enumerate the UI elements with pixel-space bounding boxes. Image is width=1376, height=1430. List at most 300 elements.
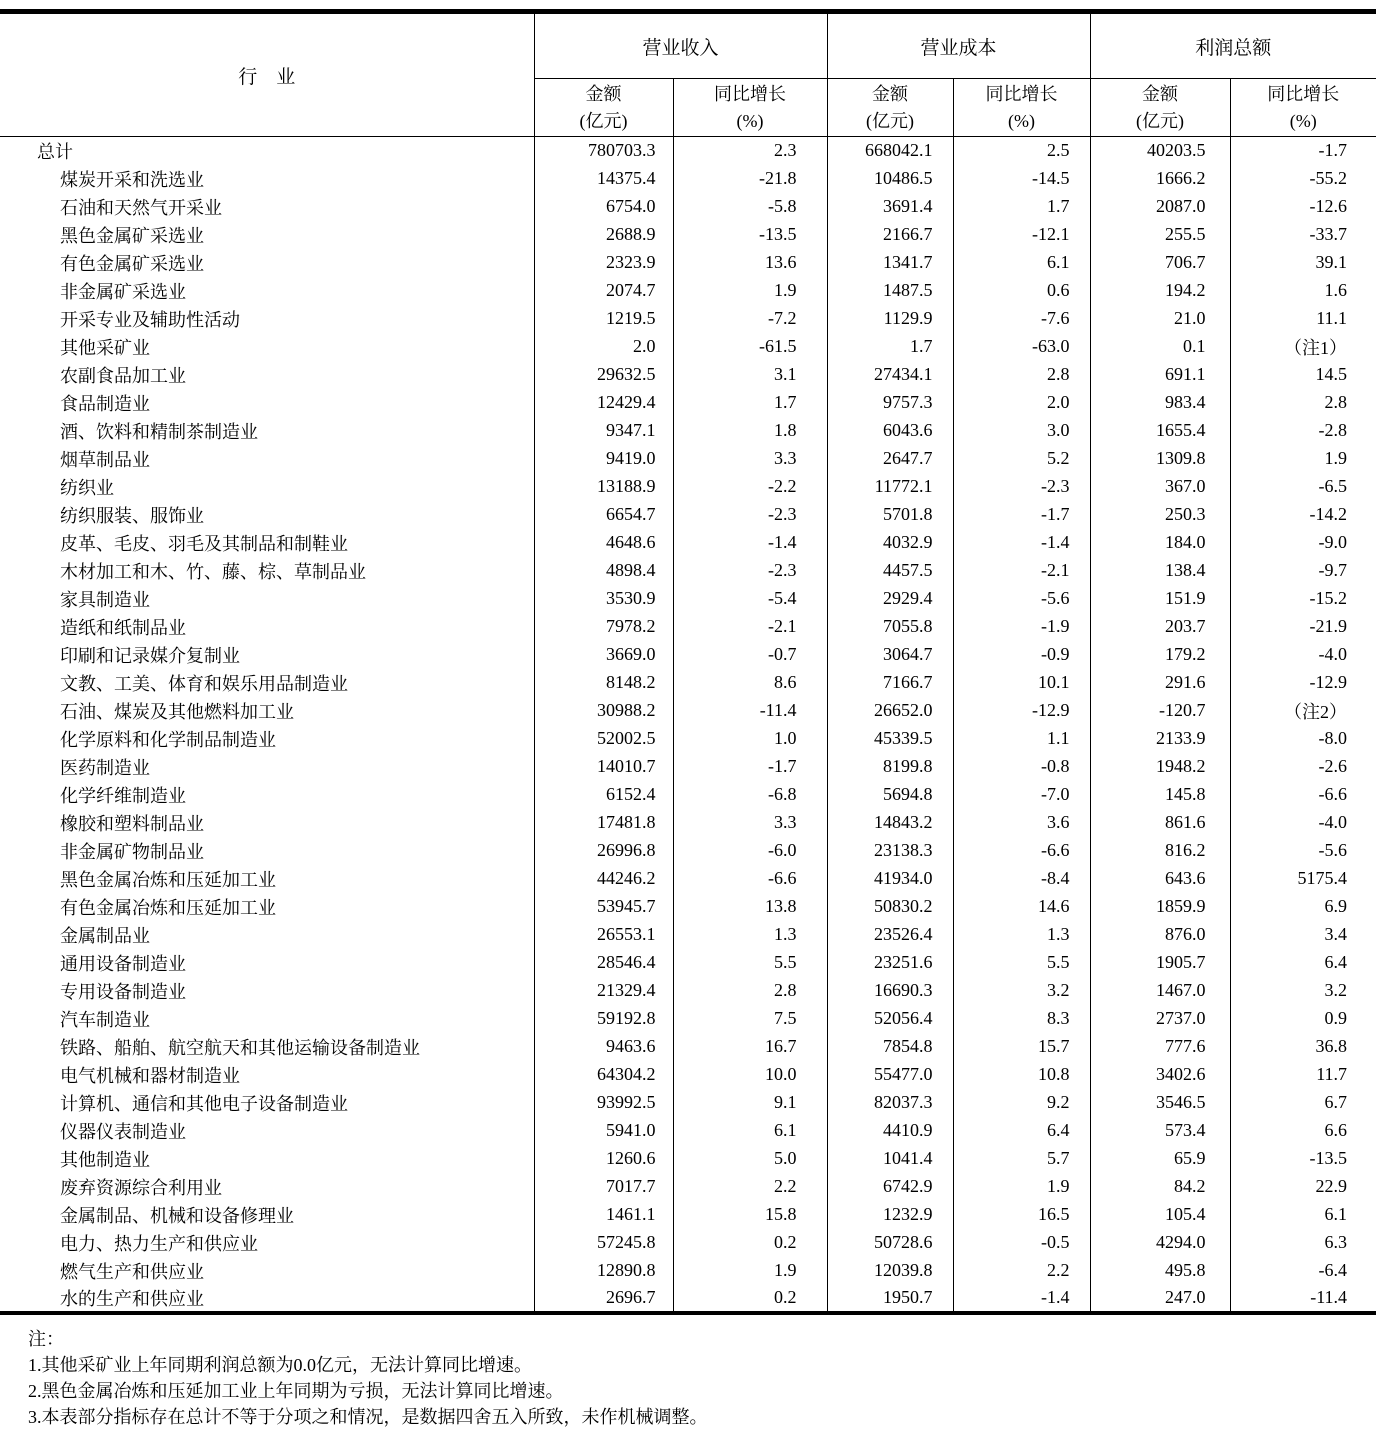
value-cell: -1.4 [673,529,827,557]
value-cell: -13.5 [673,221,827,249]
value-cell: 4410.9 [827,1117,953,1145]
industry-name-cell: 专用设备制造业 [0,977,534,1005]
value-cell: -6.5 [1318,476,1348,496]
table-row [0,1033,1376,1061]
value-cell: 2.2 [673,1173,827,1201]
table-row [0,417,1376,445]
industry-name-cell: 医药制造业 [0,753,534,781]
value-cell: 4457.5 [827,557,953,585]
value-cell: 59192.8 [534,1005,673,1033]
sub-header-growth-3: 同比增长 (%) [1230,79,1376,137]
value-cell: -7.6 [953,305,1090,333]
table-row [0,613,1376,641]
value-cell: -4.0 [1318,644,1348,664]
value-cell: 3064.7 [827,641,953,669]
value-cell: -6.4 [1318,1260,1348,1280]
value-cell: 6.1 [1324,1204,1348,1224]
value-cell: -61.5 [673,333,827,361]
value-cell: 8.3 [953,1005,1090,1033]
value-cell: -5.4 [673,585,827,613]
value-cell: -2.1 [673,613,827,641]
value-cell: 6.1 [953,249,1090,277]
value-cell: 4294.0 [1090,1229,1230,1257]
group-header-3: 利润总额 [1090,12,1376,79]
value-cell: 0.2 [673,1229,827,1257]
value-cell: 13.8 [673,893,827,921]
value-cell: 12890.8 [534,1257,673,1285]
industry-name-cell: 开采专业及辅助性活动 [0,305,534,333]
value-cell: 6.6 [1324,1120,1348,1140]
value-cell: 93992.5 [534,1089,673,1117]
industry-name-cell: 黑色金属冶炼和压延加工业 [0,865,534,893]
sub-header-amount-1: 金额 (亿元) [534,79,673,137]
table-row [0,753,1376,781]
value-cell: 291.6 [1090,669,1230,697]
value-cell: 40203.5 [1090,137,1230,165]
table-row [0,1285,1376,1313]
value-cell: -12.9 [1309,672,1348,692]
table-row [0,473,1376,501]
value-cell: 1.9 [1324,448,1348,468]
value-cell: 50728.6 [827,1229,953,1257]
value-cell: 16690.3 [827,977,953,1005]
value-cell: -33.7 [1309,224,1348,244]
table-row [0,865,1376,893]
value-cell: -2.3 [673,501,827,529]
value-cell: -21.9 [1309,616,1348,636]
value-cell: 8148.2 [534,669,673,697]
value-cell: 5.2 [953,445,1090,473]
industry-name-cell: 通用设备制造业 [0,949,534,977]
value-cell: 145.8 [1090,781,1230,809]
value-cell: 861.6 [1090,809,1230,837]
value-cell: 28546.4 [534,949,673,977]
value-cell: 7017.7 [534,1173,673,1201]
value-cell: -7.2 [673,305,827,333]
value-cell: 52002.5 [534,725,673,753]
value-cell: 3546.5 [1090,1089,1230,1117]
table-body [0,137,1376,1313]
value-cell: 1950.7 [827,1285,953,1313]
value-cell: 1.7 [673,389,827,417]
notes-section [0,1315,1376,1430]
value-cell: 0.2 [673,1285,827,1313]
group-header-2: 营业成本 [827,12,1090,79]
value-cell: 9463.6 [534,1033,673,1061]
table-row [0,1229,1376,1257]
table-row [0,893,1376,921]
value-cell: 3.0 [953,417,1090,445]
value-cell: 179.2 [1090,641,1230,669]
value-cell: 3.6 [953,809,1090,837]
industry-name-cell: 食品制造业 [0,389,534,417]
industry-name-cell: 化学原料和化学制品制造业 [0,725,534,753]
table-row [0,389,1376,417]
value-cell: 14010.7 [534,753,673,781]
value-cell: 0.6 [953,277,1090,305]
table-row [0,277,1376,305]
value-cell: -8.4 [953,865,1090,893]
industry-finance-table [0,9,1376,1315]
value-cell: -8.0 [1318,728,1348,748]
value-cell: 52056.4 [827,1005,953,1033]
value-cell: 64304.2 [534,1061,673,1089]
table-row [0,165,1376,193]
value-cell: 2688.9 [534,221,673,249]
value-cell: 983.4 [1090,389,1230,417]
value-cell: 57245.8 [534,1229,673,1257]
value-cell: 691.1 [1090,361,1230,389]
industry-name-cell: 其他制造业 [0,1145,534,1173]
value-cell: 1.0 [673,725,827,753]
table-row [0,725,1376,753]
value-cell: -2.2 [673,473,827,501]
table-row [0,193,1376,221]
table-row [0,305,1376,333]
value-cell: 53945.7 [534,893,673,921]
value-cell: 55477.0 [827,1061,953,1089]
value-cell: -6.6 [673,865,827,893]
value-cell: 3691.4 [827,193,953,221]
value-cell: 30988.2 [534,697,673,725]
value-cell: 495.8 [1090,1257,1230,1285]
value-cell: 2.0 [534,333,673,361]
value-cell: 706.7 [1090,249,1230,277]
industry-name-cell: 皮革、毛皮、羽毛及其制品和制鞋业 [0,529,534,557]
value-cell: 26553.1 [534,921,673,949]
table-row [0,1005,1376,1033]
table-row [0,501,1376,529]
value-cell: 14843.2 [827,809,953,837]
value-cell: 10.1 [953,669,1090,697]
industry-name-cell: 家具制造业 [0,585,534,613]
table-row [0,137,1376,165]
value-cell: 4648.6 [534,529,673,557]
value-cell: （注1） [1284,337,1348,358]
value-cell: 9.1 [673,1089,827,1117]
group-header-1: 营业收入 [534,12,827,79]
table-row [0,361,1376,389]
value-cell: 1655.4 [1090,417,1230,445]
value-cell: 6.1 [673,1117,827,1145]
value-cell: 9757.3 [827,389,953,417]
industry-name-cell: 总计 [0,137,534,165]
value-cell: -2.3 [953,473,1090,501]
value-cell: -2.8 [1318,420,1348,440]
value-cell: 3530.9 [534,585,673,613]
value-cell: 573.4 [1090,1117,1230,1145]
value-cell: 82037.3 [827,1089,953,1117]
value-cell: 6152.4 [534,781,673,809]
value-cell: 2.8 [953,361,1090,389]
value-cell: 3.2 [1324,980,1348,1000]
value-cell: 6.4 [953,1117,1090,1145]
value-cell: 17481.8 [534,809,673,837]
value-cell: 50830.2 [827,893,953,921]
value-cell: -12.1 [953,221,1090,249]
value-cell: 1905.7 [1090,949,1230,977]
value-cell: 1467.0 [1090,977,1230,1005]
industry-name-cell: 计算机、通信和其他电子设备制造业 [0,1089,534,1117]
table-row [0,669,1376,697]
value-cell: 39.1 [1315,252,1348,272]
table-row [0,781,1376,809]
value-cell: 2.5 [953,137,1090,165]
value-cell: -15.2 [1309,588,1348,608]
sub-header-amount-2: 金额 (亿元) [827,79,953,137]
group-header-row [0,12,1376,79]
notes-list [28,1352,1376,1430]
table-row [0,977,1376,1005]
value-cell: 367.0 [1090,473,1230,501]
value-cell: 7166.7 [827,669,953,697]
value-cell: 138.4 [1090,557,1230,585]
table-row [0,249,1376,277]
table-row [0,809,1376,837]
industry-name-cell: 非金属矿物制品业 [0,837,534,865]
value-cell: 16.5 [953,1201,1090,1229]
value-cell: 668042.1 [827,137,953,165]
industry-name-cell: 有色金属冶炼和压延加工业 [0,893,534,921]
value-cell: 11.7 [1316,1064,1348,1084]
value-cell: 1859.9 [1090,893,1230,921]
table-row [0,445,1376,473]
value-cell: 194.2 [1090,277,1230,305]
value-cell: 5941.0 [534,1117,673,1145]
value-cell: 1.3 [673,921,827,949]
value-cell: -0.8 [953,753,1090,781]
value-cell: 65.9 [1090,1145,1230,1173]
value-cell: -14.5 [953,165,1090,193]
note-item-2: 2.黑色金属冶炼和压延加工业上年同期为亏损，无法计算同比增速。 [28,1380,564,1401]
industry-name-cell: 汽车制造业 [0,1005,534,1033]
value-cell: 14375.4 [534,165,673,193]
value-cell: 12429.4 [534,389,673,417]
value-cell: 26652.0 [827,697,953,725]
value-cell: -11.4 [1310,1287,1348,1307]
value-cell: 1.9 [953,1173,1090,1201]
industry-name-cell: 有色金属矿采选业 [0,249,534,277]
value-cell: 29632.5 [534,361,673,389]
industry-column-header: 行 业 [0,12,534,137]
value-cell: 9347.1 [534,417,673,445]
value-cell: 2.2 [953,1257,1090,1285]
table-row [0,1257,1376,1285]
value-cell: 27434.1 [827,361,953,389]
value-cell: 1948.2 [1090,753,1230,781]
value-cell: 203.7 [1090,613,1230,641]
value-cell: 5.5 [953,949,1090,977]
value-cell: -21.8 [673,165,827,193]
value-cell: 247.0 [1090,1285,1230,1313]
table-row [0,697,1376,725]
industry-name-cell: 仪器仪表制造业 [0,1117,534,1145]
industry-name-cell: 金属制品业 [0,921,534,949]
value-cell: 6.4 [1324,952,1348,972]
value-cell: -1.7 [1318,140,1348,161]
value-cell: 2133.9 [1090,725,1230,753]
table-row [0,333,1376,361]
industry-name-cell: 纺织服装、服饰业 [0,501,534,529]
value-cell: 7978.2 [534,613,673,641]
value-cell: -0.9 [953,641,1090,669]
value-cell: -7.0 [953,781,1090,809]
table-row [0,1089,1376,1117]
value-cell: 5694.8 [827,781,953,809]
value-cell: 6.3 [1324,1232,1348,1252]
value-cell: 6754.0 [534,193,673,221]
value-cell: 1041.4 [827,1145,953,1173]
value-cell: 2929.4 [827,585,953,613]
value-cell: -6.6 [953,837,1090,865]
sub-header-growth-2: 同比增长 (%) [953,79,1090,137]
value-cell: 7.5 [673,1005,827,1033]
value-cell: 1.3 [953,921,1090,949]
table-row [0,921,1376,949]
value-cell: 1.8 [673,417,827,445]
value-cell: 6654.7 [534,501,673,529]
value-cell: 2.0 [953,389,1090,417]
industry-name-cell: 造纸和纸制品业 [0,613,534,641]
value-cell: -6.6 [1318,784,1348,804]
value-cell: 2323.9 [534,249,673,277]
industry-name-cell: 纺织业 [0,473,534,501]
value-cell: 10486.5 [827,165,953,193]
table-row [0,557,1376,585]
industry-name-cell: 燃气生产和供应业 [0,1257,534,1285]
value-cell: 15.8 [673,1201,827,1229]
value-cell: 1487.5 [827,277,953,305]
industry-name-cell: 文教、工美、体育和娱乐用品制造业 [0,669,534,697]
industry-name-cell: 电力、热力生产和供应业 [0,1229,534,1257]
value-cell: -1.4 [953,529,1090,557]
value-cell: 6.9 [1324,896,1348,916]
industry-name-cell: 铁路、船舶、航空航天和其他运输设备制造业 [0,1033,534,1061]
value-cell: -9.0 [1318,532,1348,552]
value-cell: 5.5 [673,949,827,977]
value-cell: 0.1 [1090,333,1230,361]
table-row [0,1201,1376,1229]
value-cell: 45339.5 [827,725,953,753]
value-cell: 10.0 [673,1061,827,1089]
note-item-1: 1.其他采矿业上年同期利润总额为0.0亿元，无法计算同比增速。 [28,1354,532,1375]
table-row [0,837,1376,865]
value-cell: 2737.0 [1090,1005,1230,1033]
value-cell: 8.6 [673,669,827,697]
value-cell: 36.8 [1315,1036,1348,1056]
value-cell: 41934.0 [827,865,953,893]
industry-name-cell: 金属制品、机械和设备修理业 [0,1201,534,1229]
value-cell: 26996.8 [534,837,673,865]
value-cell: 2074.7 [534,277,673,305]
sub-header-amount-3: 金额 (亿元) [1090,79,1230,137]
value-cell: 23138.3 [827,837,953,865]
table-row [0,529,1376,557]
value-cell: 816.2 [1090,837,1230,865]
industry-name-cell: 橡胶和塑料制品业 [0,809,534,837]
value-cell: -11.4 [673,697,827,725]
table-row [0,221,1376,249]
value-cell: 1.7 [827,333,953,361]
value-cell: -12.9 [953,697,1090,725]
industry-name-cell: 木材加工和木、竹、藤、棕、草制品业 [0,557,534,585]
value-cell: 2.3 [673,137,827,165]
value-cell: 2.8 [1324,392,1348,412]
value-cell: 1232.9 [827,1201,953,1229]
value-cell: -13.5 [1309,1148,1348,1168]
value-cell: 777.6 [1090,1033,1230,1061]
note-item-3: 3.本表部分指标存在总计不等于分项之和情况，是数据四舍五入所致，未作机械调整。 [28,1406,708,1427]
value-cell: -1.9 [953,613,1090,641]
value-cell: 2166.7 [827,221,953,249]
value-cell: 184.0 [1090,529,1230,557]
value-cell: -6.0 [673,837,827,865]
value-cell: 23251.6 [827,949,953,977]
value-cell: -6.8 [673,781,827,809]
value-cell: 22.9 [1315,1176,1348,1196]
value-cell: 13.6 [673,249,827,277]
industry-name-cell: 水的生产和供应业 [0,1285,534,1313]
value-cell: （注2） [1284,701,1348,722]
value-cell: 21329.4 [534,977,673,1005]
value-cell: 3.2 [953,977,1090,1005]
value-cell: 14.6 [953,893,1090,921]
value-cell: 14.5 [1315,364,1348,384]
value-cell: 1461.1 [534,1201,673,1229]
value-cell: 1.9 [673,277,827,305]
value-cell: 2696.7 [534,1285,673,1313]
value-cell: 1219.5 [534,305,673,333]
value-cell: -9.7 [1318,560,1348,580]
value-cell: 23526.4 [827,921,953,949]
industry-name-cell: 非金属矿采选业 [0,277,534,305]
value-cell: 5.7 [953,1145,1090,1173]
value-cell: 1260.6 [534,1145,673,1173]
value-cell: 151.9 [1090,585,1230,613]
value-cell: -2.1 [953,557,1090,585]
table-header [0,12,1376,137]
notes-title: 注： [28,1328,64,1349]
value-cell: 7055.8 [827,613,953,641]
value-cell: -1.7 [953,501,1090,529]
value-cell: 0.9 [1324,1008,1348,1028]
value-cell: 5701.8 [827,501,953,529]
industry-name-cell: 石油、煤炭及其他燃料加工业 [0,697,534,725]
value-cell: 3.4 [1324,924,1348,944]
value-cell: -14.2 [1309,504,1348,524]
value-cell: 1129.9 [827,305,953,333]
value-cell: -0.5 [953,1229,1090,1257]
table-row [0,949,1376,977]
value-cell: -120.7 [1090,697,1230,725]
value-cell: -2.6 [1318,756,1348,776]
industry-name-cell: 电气机械和器材制造业 [0,1061,534,1089]
industry-name-cell: 印刷和记录媒介复制业 [0,641,534,669]
value-cell: 3.3 [673,445,827,473]
table-row [0,1173,1376,1201]
value-cell: 13188.9 [534,473,673,501]
value-cell: -4.0 [1318,812,1348,832]
value-cell: 2.8 [673,977,827,1005]
value-cell: 3.3 [673,809,827,837]
value-cell: 16.7 [673,1033,827,1061]
value-cell: 3.1 [673,361,827,389]
table-row [0,1145,1376,1173]
value-cell: 643.6 [1090,865,1230,893]
value-cell: 11.1 [1316,308,1348,328]
industry-name-cell: 其他采矿业 [0,333,534,361]
value-cell: -5.6 [1318,840,1348,860]
